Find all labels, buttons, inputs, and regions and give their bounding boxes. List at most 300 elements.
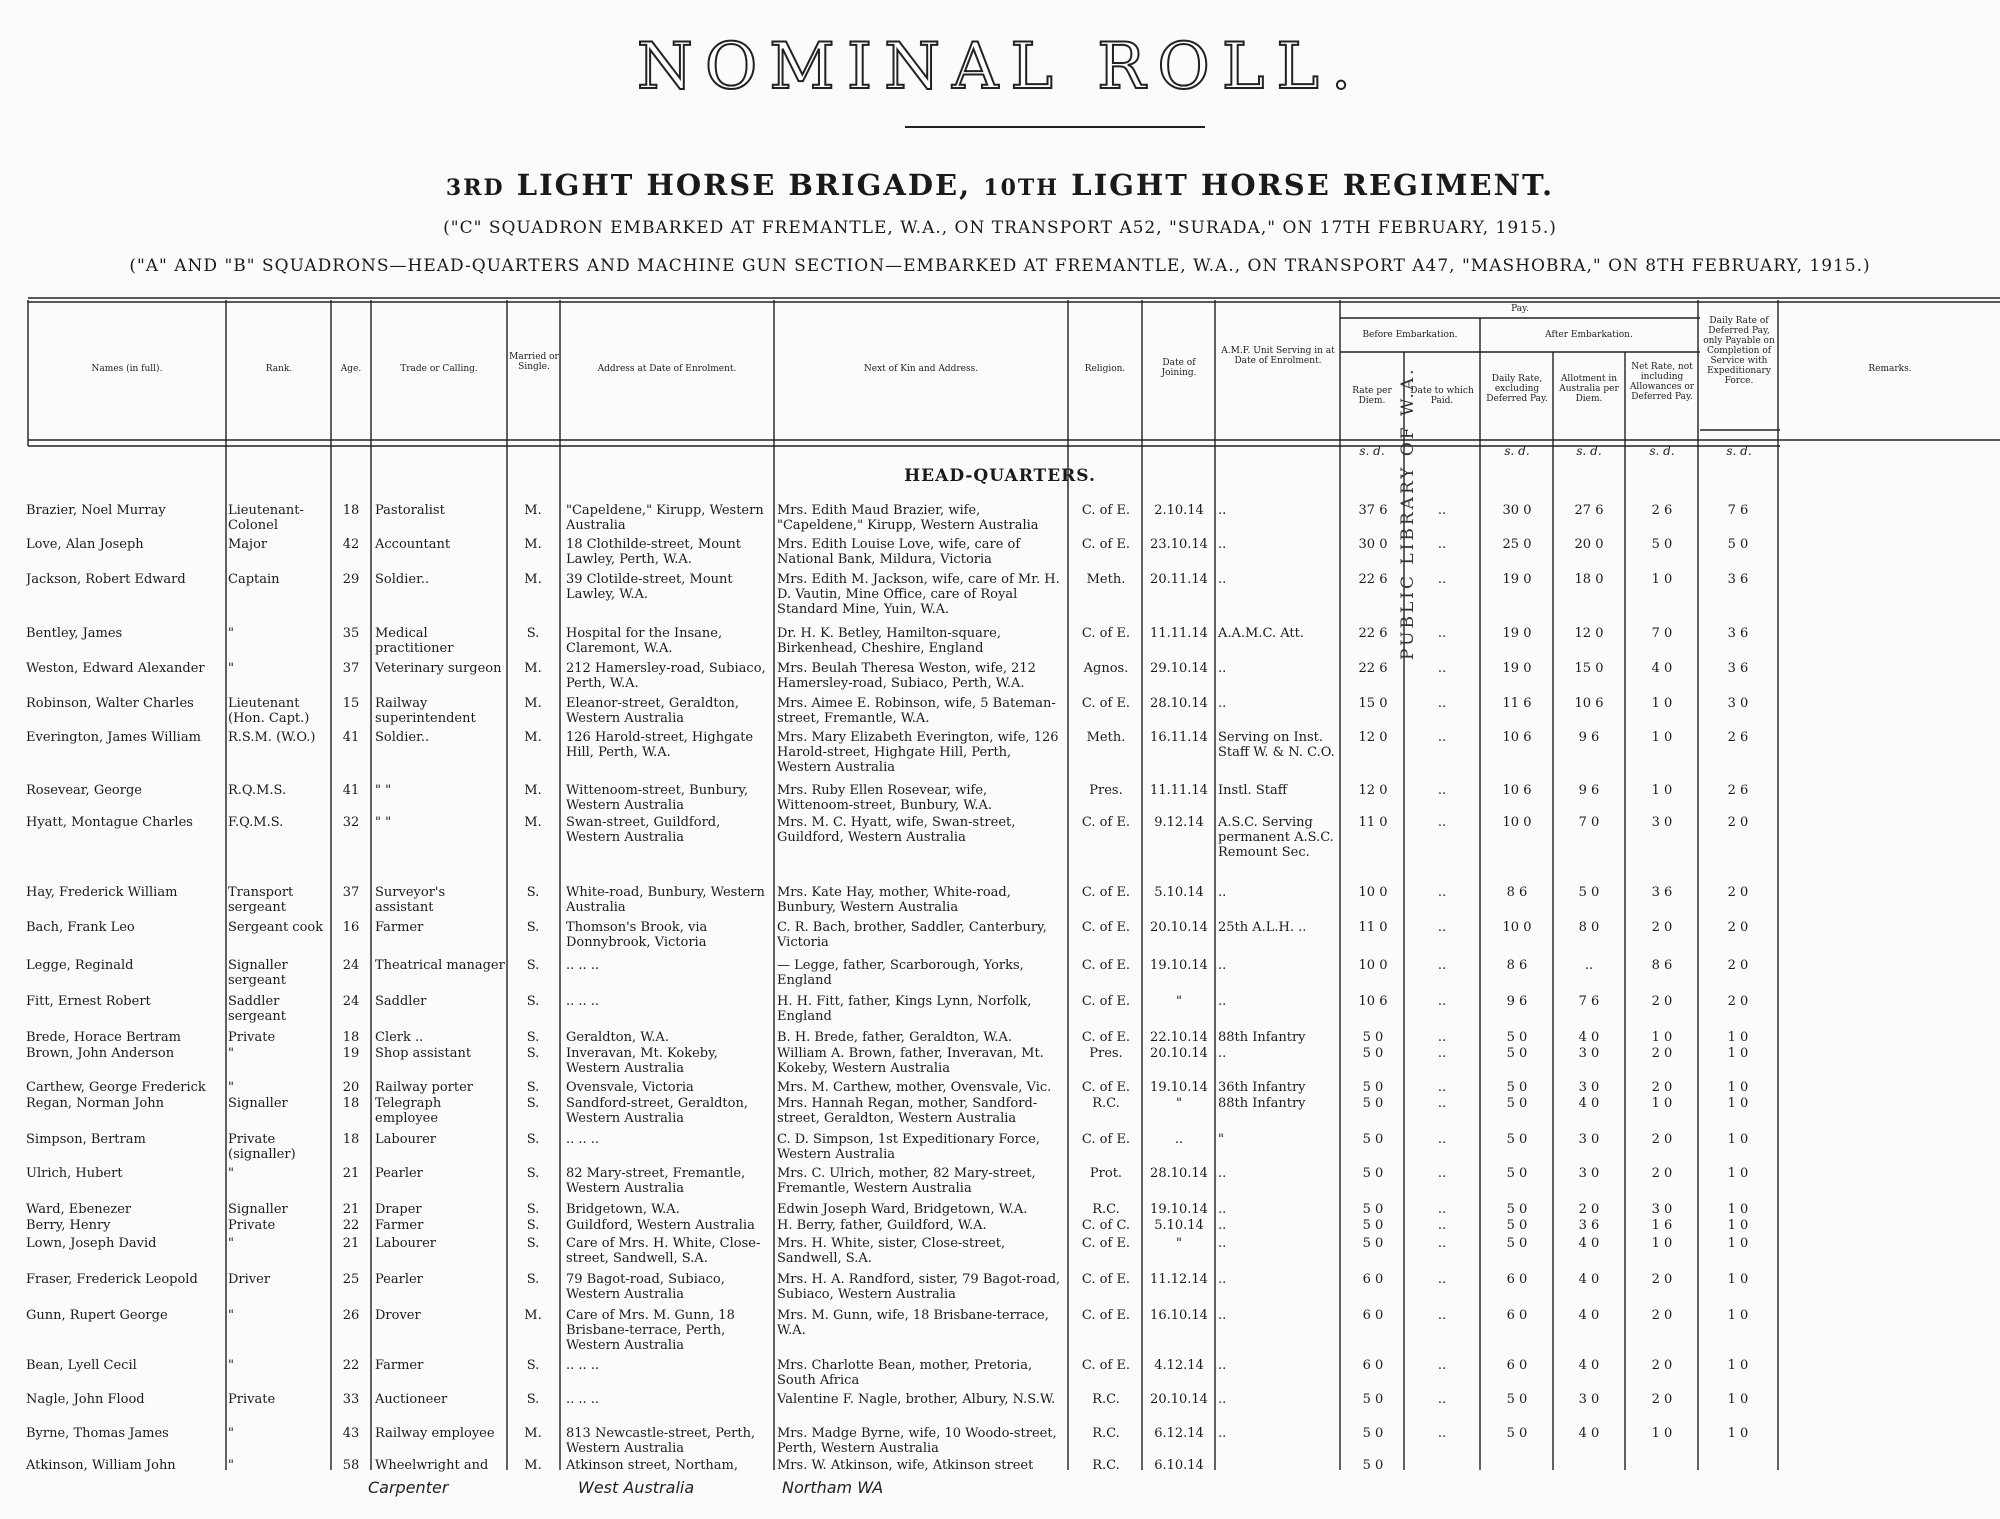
cell-age: 37 xyxy=(342,661,360,676)
cell-rpd: 5 0 xyxy=(1362,1236,1384,1251)
cell-mar: S. xyxy=(526,1218,540,1233)
cell-doj: 28.10.14 xyxy=(1150,1166,1208,1181)
cell-doj: 6.10.14 xyxy=(1154,1458,1204,1473)
cell-name: Bach, Frank Leo xyxy=(26,920,135,935)
cell-mar: S. xyxy=(526,1080,540,1095)
cell-age: 42 xyxy=(342,537,360,552)
cell-mar: S. xyxy=(526,1392,540,1407)
cell-age: 15 xyxy=(342,696,360,711)
header-rank: Rank. xyxy=(265,364,293,374)
cell-mar: S. xyxy=(526,994,540,1009)
cell-doj: 19.10.14 xyxy=(1150,958,1208,973)
cell-net: 1 0 xyxy=(1651,1426,1673,1441)
cell-rel: Meth. xyxy=(1086,572,1126,587)
cell-dre: 5 0 xyxy=(1506,1236,1528,1251)
cell-age: 19 xyxy=(342,1046,360,1061)
table-row xyxy=(0,1358,2000,1394)
cell-name: Fraser, Frederick Leopold xyxy=(26,1272,198,1287)
cell-rpd: 5 0 xyxy=(1362,1392,1384,1407)
table-row xyxy=(0,1426,2000,1462)
table-row xyxy=(0,885,2000,921)
cell-rank: F.Q.M.S. xyxy=(228,815,284,830)
cell-name: Everington, James William xyxy=(26,730,201,745)
cell-aif: Serving on Inst. Staff W. & N. C.O. xyxy=(1218,730,1335,760)
cell-rank: Lieutenant-Colonel xyxy=(228,503,304,533)
cell-net: 2 0 xyxy=(1651,920,1673,935)
cell-dre: 5 0 xyxy=(1506,1392,1528,1407)
cell-trade: " " xyxy=(375,815,392,830)
cell-alt: 4 0 xyxy=(1578,1272,1600,1287)
cell-addr: 82 Mary-street, Fremantle, Western Australia xyxy=(566,1166,746,1196)
cell-net: 1 0 xyxy=(1651,1096,1673,1111)
cell-name: Hay, Frederick William xyxy=(26,885,178,900)
cell-dpd: .. xyxy=(1437,572,1447,587)
cell-rel: Pres. xyxy=(1089,783,1123,798)
cell-aif: .. xyxy=(1218,503,1227,518)
cell-kin: Mrs. M. Carthew, mother, Ovensvale, Vic. xyxy=(777,1080,1052,1095)
cell-dre: 10 6 xyxy=(1502,730,1532,745)
cell-rel: R.C. xyxy=(1092,1392,1120,1407)
cell-rank: Private xyxy=(228,1392,276,1407)
cell-age: 24 xyxy=(342,994,360,1009)
cell-alt: 4 0 xyxy=(1578,1030,1600,1045)
cell-addr: Wittenoom-street, Bunbury, Western Australia xyxy=(566,783,749,813)
unit-sd-2: s. d. xyxy=(1504,444,1530,458)
table-row xyxy=(0,696,2000,732)
cell-dpd: .. xyxy=(1437,958,1447,973)
cell-mar: S. xyxy=(526,1358,540,1373)
cell-rank: Saddler sergeant xyxy=(228,994,286,1024)
cell-rel: C. of E. xyxy=(1081,696,1131,711)
cell-name: Lown, Joseph David xyxy=(26,1236,157,1251)
cell-rel: R.C. xyxy=(1092,1202,1120,1217)
cell-age: 18 xyxy=(342,1096,360,1111)
cell-trade: Railway employee xyxy=(375,1426,495,1441)
cell-aif: .. xyxy=(1218,1236,1227,1251)
cell-mar: M. xyxy=(524,696,542,711)
cell-aif: " xyxy=(1218,1132,1224,1147)
cell-dpd: .. xyxy=(1437,1218,1447,1233)
cell-kin: Mrs. Kate Hay, mother, White-road, Bunbury, Western Australia xyxy=(777,885,1011,915)
cell-addr: .. .. .. xyxy=(566,1392,600,1407)
cell-rpd: 5 0 xyxy=(1362,1202,1384,1217)
header-name: Names (in full). xyxy=(91,364,163,374)
cell-rel: R.C. xyxy=(1092,1458,1120,1473)
cell-age: 21 xyxy=(342,1202,360,1217)
cell-kin: C. R. Bach, brother, Saddler, Canterbury, Victoria xyxy=(777,920,1047,950)
cell-mar: S. xyxy=(526,885,540,900)
cell-net: 2 0 xyxy=(1651,1272,1673,1287)
cell-kin: Mrs. Charlotte Bean, mother, Pretoria, South Africa xyxy=(777,1358,1033,1388)
cell-alt: .. xyxy=(1584,958,1594,973)
cell-name: Bentley, James xyxy=(26,626,123,641)
cell-dfr: 2 6 xyxy=(1727,730,1749,745)
cell-doj: 11.11.14 xyxy=(1150,626,1208,641)
cell-alt: 3 0 xyxy=(1578,1080,1600,1095)
cell-name: Carthew, George Frederick xyxy=(26,1080,206,1095)
cell-dre: 11 6 xyxy=(1502,696,1532,711)
cell-kin: Edwin Joseph Ward, Bridgetown, W.A. xyxy=(777,1202,1028,1217)
cell-doj: 28.10.14 xyxy=(1150,696,1208,711)
cell-rank: " xyxy=(228,1046,234,1061)
cell-dpd: .. xyxy=(1437,1132,1447,1147)
header-daily-rate: Daily Rate, excluding Deferred Pay. xyxy=(1486,374,1548,404)
cell-addr: 212 Hamersley-road, Subiaco, Perth, W.A. xyxy=(566,661,766,691)
cell-name: Weston, Edward Alexander xyxy=(26,661,205,676)
cell-rel: C. of E. xyxy=(1081,503,1131,518)
cell-dre: 5 0 xyxy=(1506,1046,1528,1061)
cell-mar: S. xyxy=(526,1166,540,1181)
cell-rel: C. of E. xyxy=(1081,626,1131,641)
cell-addr: Hospital for the Insane, Claremont, W.A. xyxy=(566,626,723,656)
cell-age: 26 xyxy=(342,1308,360,1323)
cell-dpd: .. xyxy=(1437,730,1447,745)
cell-name: Ulrich, Hubert xyxy=(26,1166,123,1181)
cell-age: 43 xyxy=(342,1426,360,1441)
cell-rank: Signaller xyxy=(228,1202,288,1217)
cell-alt: 3 6 xyxy=(1578,1218,1600,1233)
cell-rel: C. of E. xyxy=(1081,885,1131,900)
cell-rpd: 5 0 xyxy=(1362,1458,1384,1473)
cell-doj: 29.10.14 xyxy=(1150,661,1208,676)
cell-dre: 30 0 xyxy=(1502,503,1532,518)
cell-kin: Mrs. H. A. Randford, sister, 79 Bagot-road, Subiaco, Western Australia xyxy=(777,1272,1061,1302)
header-pay: Pay. xyxy=(1511,304,1529,314)
cell-dfr: 2 0 xyxy=(1727,994,1749,1009)
cell-kin: Mrs. Beulah Theresa Weston, wife, 212 Hamersley-road, Subiaco, Perth, W.A. xyxy=(777,661,1036,691)
cell-mar: M. xyxy=(524,1458,542,1473)
cell-name: Berry, Henry xyxy=(26,1218,111,1233)
cell-rel: C. of E. xyxy=(1081,537,1131,552)
cell-alt: 4 0 xyxy=(1578,1358,1600,1373)
cell-addr: "Capeldene," Kirupp, Western Australia xyxy=(566,503,764,533)
cell-dpd: .. xyxy=(1437,661,1447,676)
table-row xyxy=(0,1096,2000,1132)
cell-aif: .. xyxy=(1218,696,1227,711)
cell-addr: Atkinson street, Northam, xyxy=(566,1458,739,1473)
cell-addr: Eleanor-street, Geraldton, Western Australia xyxy=(566,696,739,726)
embarkation-line-ab: ("A" AND "B" SQUADRONS—HEAD-QUARTERS AND MACHINE GUN SECTION—EMBARKED AT FREMANTLE, W.A., ON TRANSPORT A47, "MASHOBRA," ON 8TH FEBRUARY, 1915.) xyxy=(129,256,1871,276)
cell-age: 35 xyxy=(342,626,360,641)
cell-rel: C. of C. xyxy=(1081,1218,1131,1233)
cell-rank: " xyxy=(228,1080,234,1095)
cell-mar: M. xyxy=(524,730,542,745)
cell-mar: S. xyxy=(526,1046,540,1061)
cell-aif: .. xyxy=(1218,1218,1227,1233)
cell-dre: 5 0 xyxy=(1506,1030,1528,1045)
header-address: Address at Date of Enrolment. xyxy=(597,364,737,374)
cell-dre: 10 0 xyxy=(1502,815,1532,830)
cell-dfr: 1 0 xyxy=(1727,1426,1749,1441)
cell-doj: 20.10.14 xyxy=(1150,920,1208,935)
table-row xyxy=(0,1046,2000,1082)
cell-age: 41 xyxy=(342,783,360,798)
cell-mar: S. xyxy=(526,1272,540,1287)
cell-dpd: .. xyxy=(1437,1030,1447,1045)
cell-alt: 20 0 xyxy=(1574,537,1604,552)
cell-rel: C. of E. xyxy=(1081,920,1131,935)
cell-name: Ward, Ebenezer xyxy=(26,1202,132,1217)
cell-rank: " xyxy=(228,1358,234,1373)
brigade-name: LIGHT HORSE BRIGADE, xyxy=(516,168,972,202)
cell-dfr: 2 6 xyxy=(1727,783,1749,798)
cell-trade: Draper xyxy=(375,1202,422,1217)
cell-age: 16 xyxy=(342,920,360,935)
cell-dpd: .. xyxy=(1437,783,1447,798)
cell-dfr: 3 0 xyxy=(1727,696,1749,711)
cell-name: Hyatt, Montague Charles xyxy=(26,815,193,830)
cell-rpd: 15 0 xyxy=(1358,696,1388,711)
cell-rel: R.C. xyxy=(1092,1096,1120,1111)
cell-dpd: .. xyxy=(1437,1426,1447,1441)
cell-rpd: 10 6 xyxy=(1358,994,1388,1009)
cell-trade: Theatrical manager xyxy=(375,958,505,973)
unit-sd-4: s. d. xyxy=(1649,444,1675,458)
cell-dre: 6 0 xyxy=(1506,1308,1528,1323)
cell-trade: Saddler xyxy=(375,994,427,1009)
cell-dfr: 1 0 xyxy=(1727,1080,1749,1095)
cell-dpd: .. xyxy=(1437,1166,1447,1181)
cell-aif: .. xyxy=(1218,994,1227,1009)
table-row xyxy=(0,1166,2000,1202)
cell-dpd: .. xyxy=(1437,1080,1447,1095)
cell-age: 20 xyxy=(342,1080,360,1095)
cell-age: 58 xyxy=(342,1458,360,1473)
cell-trade: Clerk .. xyxy=(375,1030,424,1045)
cell-dre: 8 6 xyxy=(1506,885,1528,900)
cell-rpd: 5 0 xyxy=(1362,1132,1384,1147)
cell-trade: Soldier.. xyxy=(375,730,430,745)
cell-alt: 3 0 xyxy=(1578,1046,1600,1061)
table-row xyxy=(0,503,2000,539)
cell-mar: S. xyxy=(526,920,540,935)
cell-net: 2 0 xyxy=(1651,1392,1673,1407)
cell-dre: 19 0 xyxy=(1502,626,1532,641)
cell-aif: .. xyxy=(1218,1166,1227,1181)
cell-rpd: 10 0 xyxy=(1358,958,1388,973)
embarkation-line-c: ("C" SQUADRON EMBARKED AT FREMANTLE, W.A., ON TRANSPORT A52, "SURADA," ON 17TH FEBRUARY, 1915.) xyxy=(443,218,1557,238)
cell-name: Brown, John Anderson xyxy=(26,1046,175,1061)
cell-kin: Mrs. H. White, sister, Close-street, Sandwell, S.A. xyxy=(777,1236,1006,1266)
cell-aif: 25th A.L.H. .. xyxy=(1218,920,1307,935)
cell-rank: " xyxy=(228,1166,234,1181)
cell-rank: Transport sergeant xyxy=(228,885,294,915)
cell-rel: R.C. xyxy=(1092,1426,1120,1441)
cell-net: 1 0 xyxy=(1651,1236,1673,1251)
cell-rpd: 30 0 xyxy=(1358,537,1388,552)
cell-kin: Mrs. M. C. Hyatt, wife, Swan-street, Guildford, Western Australia xyxy=(777,815,1016,845)
header-trade: Trade or Calling. xyxy=(400,364,478,374)
brigade-heading xyxy=(0,168,2000,202)
cell-dpd: .. xyxy=(1437,1392,1447,1407)
cell-age: 29 xyxy=(342,572,360,587)
cell-aif: 88th Infantry xyxy=(1218,1030,1306,1045)
table-row xyxy=(0,1392,2000,1428)
cell-trade: Railway superintendent xyxy=(375,696,476,726)
cell-age: 22 xyxy=(342,1358,360,1373)
cell-kin: Mrs. Hannah Regan, mother, Sandford-street, Geraldton, Western Australia xyxy=(777,1096,1038,1126)
cell-dfr: 2 0 xyxy=(1727,885,1749,900)
cell-kin: Mrs. Edith Louise Love, wife, care of National Bank, Mildura, Victoria xyxy=(777,537,1021,567)
cell-mar: M. xyxy=(524,572,542,587)
cell-name: Brazier, Noel Murray xyxy=(26,503,166,518)
cell-rank: R.S.M. (W.O.) xyxy=(228,730,316,745)
header-deferred: Daily Rate of Deferred Pay, only Payable on Completion of Service with Expeditionary Force. xyxy=(1703,316,1775,386)
cell-alt: 4 0 xyxy=(1578,1096,1600,1111)
cell-age: 41 xyxy=(342,730,360,745)
header-doj: Date of Joining. xyxy=(1161,358,1197,378)
cell-kin: B. H. Brede, father, Geraldton, W.A. xyxy=(777,1030,1013,1045)
cell-doj: 6.12.14 xyxy=(1154,1426,1204,1441)
cell-dfr: 1 0 xyxy=(1727,1132,1749,1147)
cell-alt: 4 0 xyxy=(1578,1426,1600,1441)
cell-rpd: 5 0 xyxy=(1362,1080,1384,1095)
cell-kin: Mrs. W. Atkinson, wife, Atkinson street xyxy=(777,1458,1034,1473)
cell-addr: Ovensvale, Victoria xyxy=(566,1080,694,1095)
header-allotment: Allotment in Australia per Diem. xyxy=(1559,374,1619,404)
cell-net: 4 0 xyxy=(1651,661,1673,676)
cell-net: 1 0 xyxy=(1651,730,1673,745)
table-row xyxy=(0,1132,2000,1168)
cell-rank: R.Q.M.S. xyxy=(228,783,287,798)
cell-mar: S. xyxy=(526,1096,540,1111)
cell-rank: Private xyxy=(228,1218,276,1233)
cell-rank: " xyxy=(228,1308,234,1323)
cell-aif: 36th Infantry xyxy=(1218,1080,1306,1095)
cell-rpd: 5 0 xyxy=(1362,1046,1384,1061)
header-married: Married or Single. xyxy=(509,352,559,372)
cell-addr: 79 Bagot-road, Subiaco, Western Australia xyxy=(566,1272,725,1302)
cell-addr: .. .. .. xyxy=(566,1132,600,1147)
cell-alt: 3 0 xyxy=(1578,1166,1600,1181)
cell-net: 1 0 xyxy=(1651,783,1673,798)
cell-rank: " xyxy=(228,626,234,641)
cell-net: 2 0 xyxy=(1651,1132,1673,1147)
cell-doj: 23.10.14 xyxy=(1150,537,1208,552)
cell-rpd: 6 0 xyxy=(1362,1358,1384,1373)
header-age: Age. xyxy=(340,364,362,374)
cell-name: Bean, Lyell Cecil xyxy=(26,1358,137,1373)
unit-sd-3: s. d. xyxy=(1576,444,1602,458)
cell-mar: S. xyxy=(526,958,540,973)
cell-aif: 88th Infantry xyxy=(1218,1096,1306,1111)
cell-doj: 20.11.14 xyxy=(1150,572,1208,587)
cell-rel: C. of E. xyxy=(1081,1080,1131,1095)
cell-dfr: 1 0 xyxy=(1727,1358,1749,1373)
cell-addr: 39 Clotilde-street, Mount Lawley, W.A. xyxy=(566,572,733,602)
cell-rpd: 5 0 xyxy=(1362,1030,1384,1045)
cell-age: 37 xyxy=(342,885,360,900)
cell-kin: Mrs. Aimee E. Robinson, wife, 5 Bateman-street, Fremantle, W.A. xyxy=(777,696,1056,726)
cell-dpd: .. xyxy=(1437,1096,1447,1111)
handwritten-kin: Northam WA xyxy=(782,1478,884,1497)
cell-dpd: .. xyxy=(1437,815,1447,830)
cell-alt: 3 0 xyxy=(1578,1392,1600,1407)
table-row xyxy=(0,958,2000,994)
cell-rpd: 11 0 xyxy=(1358,920,1388,935)
table-row xyxy=(0,572,2000,617)
cell-age: 25 xyxy=(342,1272,360,1287)
cell-doj: 19.10.14 xyxy=(1150,1202,1208,1217)
cell-net: 8 6 xyxy=(1651,958,1673,973)
cell-dpd: .. xyxy=(1437,1236,1447,1251)
cell-mar: M. xyxy=(524,815,542,830)
unit-sd-5: s. d. xyxy=(1726,444,1752,458)
cell-doj: 5.10.14 xyxy=(1154,1218,1204,1233)
cell-age: 22 xyxy=(342,1218,360,1233)
cell-rel: C. of E. xyxy=(1081,815,1131,830)
cell-trade: Shop assistant xyxy=(375,1046,472,1061)
cell-net: 7 0 xyxy=(1651,626,1673,641)
cell-aif: Instl. Staff xyxy=(1218,783,1287,798)
cell-net: 2 6 xyxy=(1651,503,1673,518)
cell-alt: 15 0 xyxy=(1574,661,1604,676)
cell-kin: Mrs. Mary Elizabeth Everington, wife, 126 Harold-street, Highgate Hill, Perth, Western Australia xyxy=(777,730,1059,775)
cell-rank: Major xyxy=(228,537,268,552)
cell-name: Robinson, Walter Charles xyxy=(26,696,194,711)
cell-dfr: 1 0 xyxy=(1727,1392,1749,1407)
cell-alt: 9 6 xyxy=(1578,730,1600,745)
cell-alt: 8 0 xyxy=(1578,920,1600,935)
cell-rpd: 10 0 xyxy=(1358,885,1388,900)
cell-doj: 5.10.14 xyxy=(1154,885,1204,900)
cell-name: Brede, Horace Bertram xyxy=(26,1030,181,1045)
cell-rel: C. of E. xyxy=(1081,1272,1131,1287)
cell-rank: Lieutenant (Hon. Capt.) xyxy=(228,696,310,726)
header-aif: A.M.F. Unit Serving in at Date of Enrolment. xyxy=(1221,346,1335,366)
cell-name: Jackson, Robert Edward xyxy=(26,572,186,587)
cell-rel: C. of E. xyxy=(1081,1030,1131,1045)
cell-rank: Signaller sergeant xyxy=(228,958,288,988)
cell-addr: .. .. .. xyxy=(566,1358,600,1373)
cell-dfr: 2 0 xyxy=(1727,920,1749,935)
cell-mar: S. xyxy=(526,1236,540,1251)
cell-net: 2 0 xyxy=(1651,1166,1673,1181)
library-stamp: PUBLIC LIBRARY OF W.A. xyxy=(1398,366,1418,660)
cell-trade: Surveyor's assistant xyxy=(375,885,446,915)
cell-rpd: 22 6 xyxy=(1358,626,1388,641)
cell-trade: Pearler xyxy=(375,1166,423,1181)
cell-doj: 22.10.14 xyxy=(1150,1030,1208,1045)
cell-name: Legge, Reginald xyxy=(26,958,134,973)
cell-dpd: .. xyxy=(1437,503,1447,518)
cell-doj: 4.12.14 xyxy=(1154,1358,1204,1373)
cell-kin: Dr. H. K. Betley, Hamilton-square, Birkenhead, Cheshire, England xyxy=(777,626,1001,656)
cell-dre: 5 0 xyxy=(1506,1202,1528,1217)
table-row xyxy=(0,661,2000,697)
cell-aif: A.S.C. Serving permanent A.S.C. Remount Sec. xyxy=(1218,815,1334,860)
cell-kin: Mrs. Edith M. Jackson, wife, care of Mr. H. D. Vautin, Mine Office, care of Royal Standard Mine, Yuin, W.A. xyxy=(777,572,1060,617)
cell-name: Love, Alan Joseph xyxy=(26,537,144,552)
cell-dfr: 7 6 xyxy=(1727,503,1749,518)
cell-net: 2 0 xyxy=(1651,1046,1673,1061)
cell-name: Simpson, Bertram xyxy=(26,1132,146,1147)
table-row xyxy=(0,1308,2000,1353)
cell-net: 5 0 xyxy=(1651,537,1673,552)
cell-rpd: 5 0 xyxy=(1362,1426,1384,1441)
cell-alt: 7 0 xyxy=(1578,815,1600,830)
cell-dfr: 5 0 xyxy=(1727,537,1749,552)
header-after: After Embarkation. xyxy=(1545,330,1633,340)
cell-dre: 5 0 xyxy=(1506,1080,1528,1095)
cell-dre: 10 6 xyxy=(1502,783,1532,798)
cell-alt: 4 0 xyxy=(1578,1308,1600,1323)
cell-name: Rosevear, George xyxy=(26,783,142,798)
cell-mar: M. xyxy=(524,783,542,798)
cell-trade: Railway porter xyxy=(375,1080,474,1095)
cell-rel: C. of E. xyxy=(1081,1236,1131,1251)
cell-kin: — Legge, father, Scarborough, Yorks, England xyxy=(777,958,1024,988)
